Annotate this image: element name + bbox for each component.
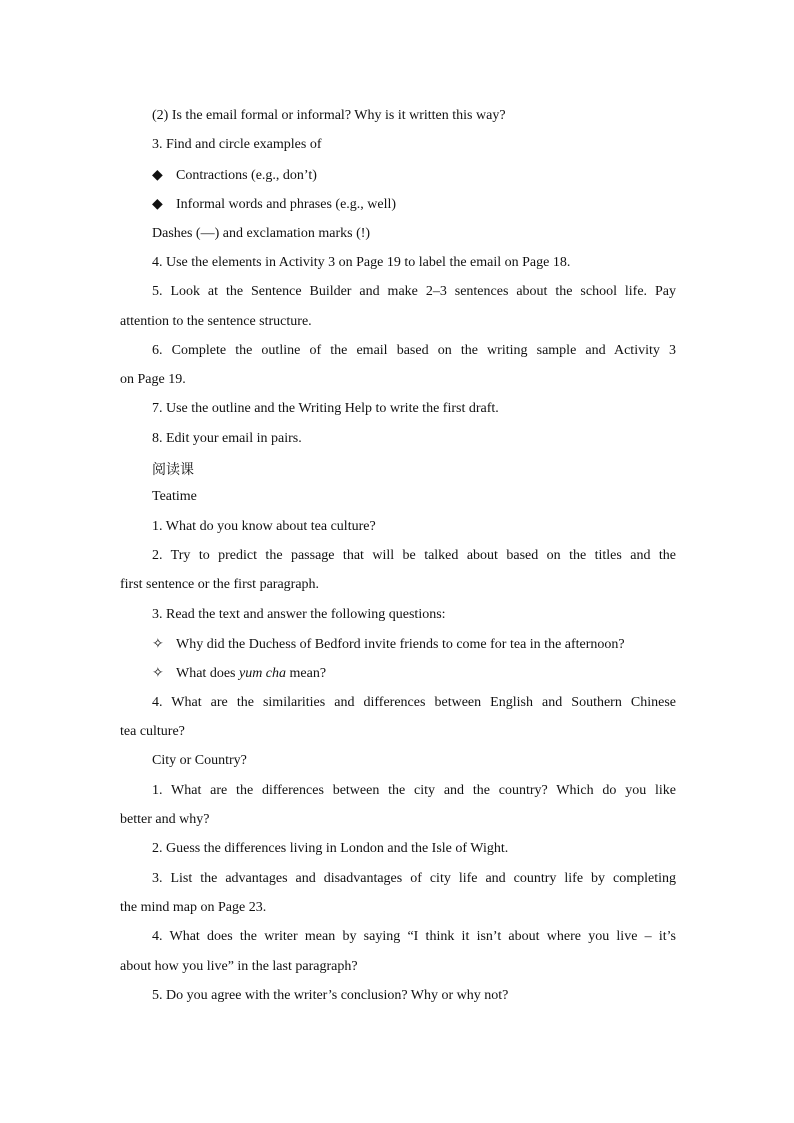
writing-q5-line2: attention to the sentence structure. xyxy=(120,314,312,329)
writing-q3: 3. Find and circle examples of xyxy=(152,137,322,152)
city-q4-line2: about how you live” in the last paragraph? xyxy=(120,959,358,974)
bullet-text-italic: yum cha xyxy=(238,666,287,681)
teatime-q2-line1: 2. Try to predict the passage that will be talked about based on the titles and the xyxy=(152,548,676,563)
diamond-bullet-icon: ◆ xyxy=(152,197,163,212)
bullet-text-post: mean? xyxy=(286,666,327,681)
sparkle-bullet-icon: ✧ xyxy=(152,637,164,652)
diamond-bullet-icon: ◆ xyxy=(152,168,163,183)
writing-q6-line2: on Page 19. xyxy=(120,372,186,387)
teatime-q4-line2: tea culture? xyxy=(120,724,185,739)
teatime-title: Teatime xyxy=(152,489,197,504)
city-q4-line1: 4. What does the writer mean by saying “I think it isn’t about where you live – it’s xyxy=(152,929,676,944)
bullet-informal-words xyxy=(152,196,676,213)
bullet-text: Contractions (e.g., don’t) xyxy=(176,168,317,183)
writing-q5-line1: 5. Look at the Sentence Builder and make 2–3 sentences about the school life. Pay xyxy=(152,284,676,299)
city-q1-line1: 1. What are the differences between the city and the country? Which do you like xyxy=(152,783,676,798)
writing-q2-sub: (2) Is the email formal or informal? Why is it written this way? xyxy=(152,108,506,123)
teatime-q4-line1: 4. What are the similarities and differences between English and Southern Chinese xyxy=(152,695,676,710)
bullet-text: Informal words and phrases (e.g., well) xyxy=(176,197,397,212)
writing-q6-line1: 6. Complete the outline of the email based on the writing sample and Activity 3 xyxy=(152,343,676,358)
bullet-text-pre: What does xyxy=(176,666,239,681)
reading-heading: 阅读课 xyxy=(152,462,194,478)
writing-q8: 8. Edit your email in pairs. xyxy=(152,431,302,446)
bullet-contractions xyxy=(152,167,676,184)
teatime-q1: 1. What do you know about tea culture? xyxy=(152,519,376,534)
dashes-line: Dashes (—) and exclamation marks (!) xyxy=(152,226,371,241)
city-q3-line1: 3. List the advantages and disadvantages of city life and country life by completing xyxy=(152,871,676,886)
bullet-text: Why did the Duchess of Bedford invite friends to come for tea in the afternoon? xyxy=(176,637,625,652)
teatime-q2-line2: first sentence or the first paragraph. xyxy=(120,577,320,592)
city-q2: 2. Guess the differences living in London and the Isle of Wight. xyxy=(152,841,509,856)
writing-q7: 7. Use the outline and the Writing Help to write the first draft. xyxy=(152,401,499,416)
teatime-bullet-2 xyxy=(152,665,676,682)
city-q5: 5. Do you agree with the writer’s conclusion? Why or why not? xyxy=(152,988,509,1003)
city-q1-line2: better and why? xyxy=(120,812,210,827)
city-title: City or Country? xyxy=(152,753,247,768)
teatime-q3: 3. Read the text and answer the following questions: xyxy=(152,607,446,622)
teatime-bullet-1 xyxy=(152,636,676,653)
writing-q4: 4. Use the elements in Activity 3 on Page 19 to label the email on Page 18. xyxy=(152,255,571,270)
sparkle-bullet-icon: ✧ xyxy=(152,666,164,681)
city-q3-line2: the mind map on Page 23. xyxy=(120,900,267,915)
